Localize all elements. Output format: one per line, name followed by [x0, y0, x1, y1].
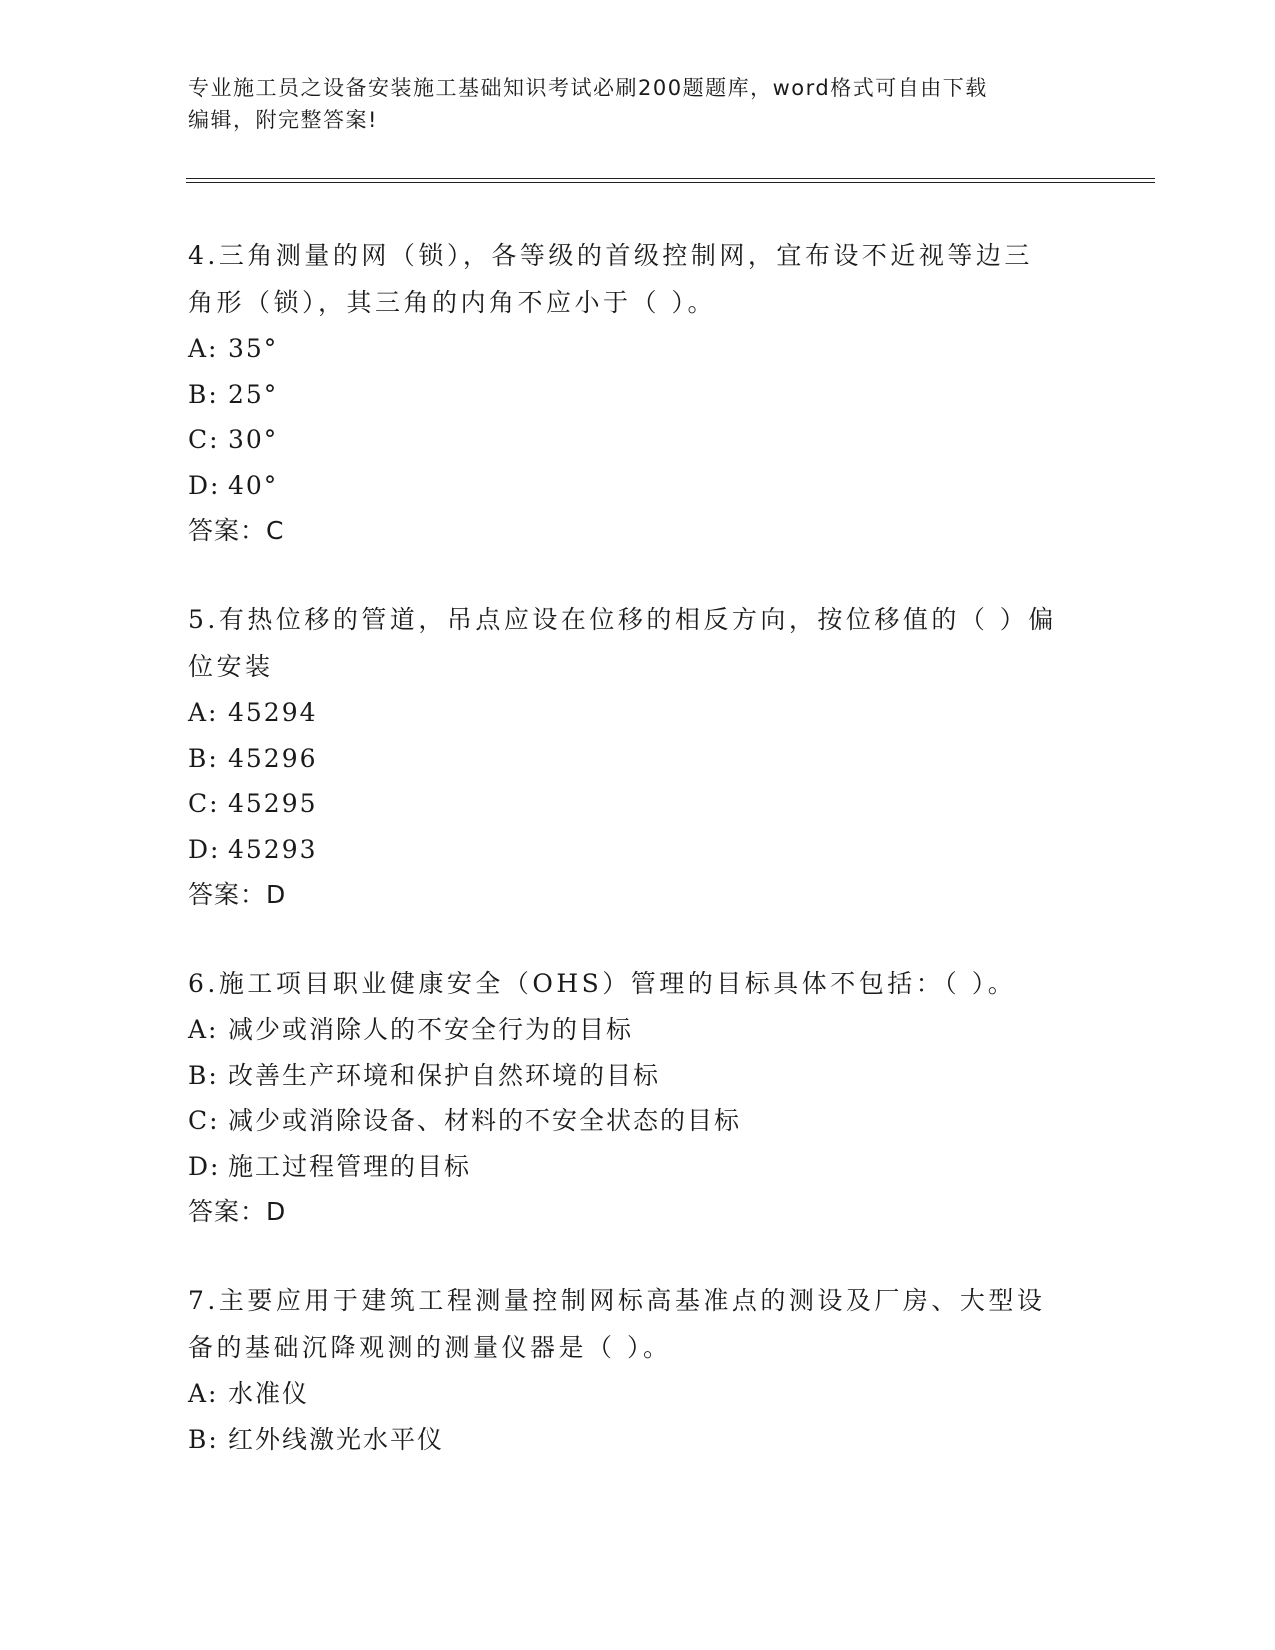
option-text: 30°: [228, 425, 279, 454]
option-text: 减少或消除设备、材料的不安全状态的目标: [228, 1106, 742, 1135]
option-key: C:: [188, 789, 220, 818]
answer-line: 答案：C: [188, 516, 285, 545]
option-b: [188, 1053, 1088, 1099]
option-key: A:: [188, 1015, 219, 1044]
option-a: [188, 1007, 1088, 1053]
option-text: 35°: [228, 334, 279, 363]
question-stem-line: 位安装: [188, 652, 274, 681]
option-d: [188, 827, 1088, 873]
option-a: [188, 326, 1088, 372]
answer-line: 答案：D: [188, 1197, 287, 1226]
option-key: B:: [188, 1060, 219, 1090]
option-key: B:: [188, 743, 219, 773]
option-c: [188, 1098, 1088, 1144]
option-text: 45295: [228, 789, 318, 818]
question-stem-line: 5.有热位移的管道，吊点应设在位移的相反方向，按位移值的（ ）偏: [188, 605, 1057, 634]
document-header: [188, 72, 1088, 136]
option-key: D:: [188, 1151, 221, 1181]
option-text: 40°: [228, 470, 279, 500]
question-stem-line: 4.三角测量的网（锁），各等级的首级控制网，宜布设不近视等边三: [188, 241, 1033, 270]
question-stem-line: 角形（锁），其三角的内角不应小于（ ）。: [188, 288, 716, 317]
option-text: 水准仪: [228, 1379, 310, 1408]
question-stem: [188, 1277, 1088, 1371]
option-text: 减少或消除人的不安全行为的目标: [228, 1015, 634, 1044]
option-d: [188, 1144, 1088, 1190]
option-a: [188, 690, 1088, 736]
option-text: 25°: [228, 379, 279, 409]
answer-line: 答案：D: [188, 880, 287, 909]
option-text: 45294: [228, 698, 318, 727]
option-key: C:: [188, 1106, 220, 1135]
question-stem: [188, 232, 1088, 326]
option-b: [188, 372, 1088, 418]
option-text: 45293: [228, 834, 318, 864]
option-text: 红外线激光水平仪: [228, 1424, 445, 1454]
option-c: [188, 781, 1088, 827]
option-key: C:: [188, 425, 220, 454]
option-key: D:: [188, 470, 221, 500]
option-b: [188, 1417, 1088, 1463]
option-a: [188, 1371, 1088, 1417]
option-key: A:: [188, 334, 219, 363]
header-title-line-1: 专业施工员之设备安装施工基础知识考试必刷200题题库，word格式可自由下载: [188, 76, 988, 100]
option-text: 施工过程管理的目标: [228, 1151, 472, 1181]
question-5: [188, 596, 1088, 918]
question-stem-line: 6.施工项目职业健康安全（OHS）管理的目标具体不包括：（ ）。: [188, 969, 1017, 998]
option-text: 45296: [228, 743, 318, 773]
option-key: B:: [188, 379, 219, 409]
option-key: A:: [188, 698, 219, 727]
question-stem: [188, 960, 1088, 1007]
option-text: 改善生产环境和保护自然环境的目标: [228, 1060, 661, 1090]
option-b: [188, 736, 1088, 782]
option-d: [188, 463, 1088, 509]
option-key: D:: [188, 834, 221, 864]
question-stem-line: 7.主要应用于建筑工程测量控制网标高基准点的测设及厂房、大型设: [188, 1286, 1046, 1315]
header-title-line-2: 编辑，附完整答案!: [188, 108, 378, 132]
question-stem-line: 备的基础沉降观测的测量仪器是（ ）。: [188, 1333, 672, 1362]
question-7: [188, 1277, 1088, 1462]
question-stem: [188, 596, 1088, 690]
question-4: [188, 232, 1088, 554]
option-key: B:: [188, 1424, 219, 1454]
option-key: A:: [188, 1379, 219, 1408]
option-c: [188, 417, 1088, 463]
header-divider: [186, 178, 1155, 183]
question-6: [188, 960, 1088, 1235]
